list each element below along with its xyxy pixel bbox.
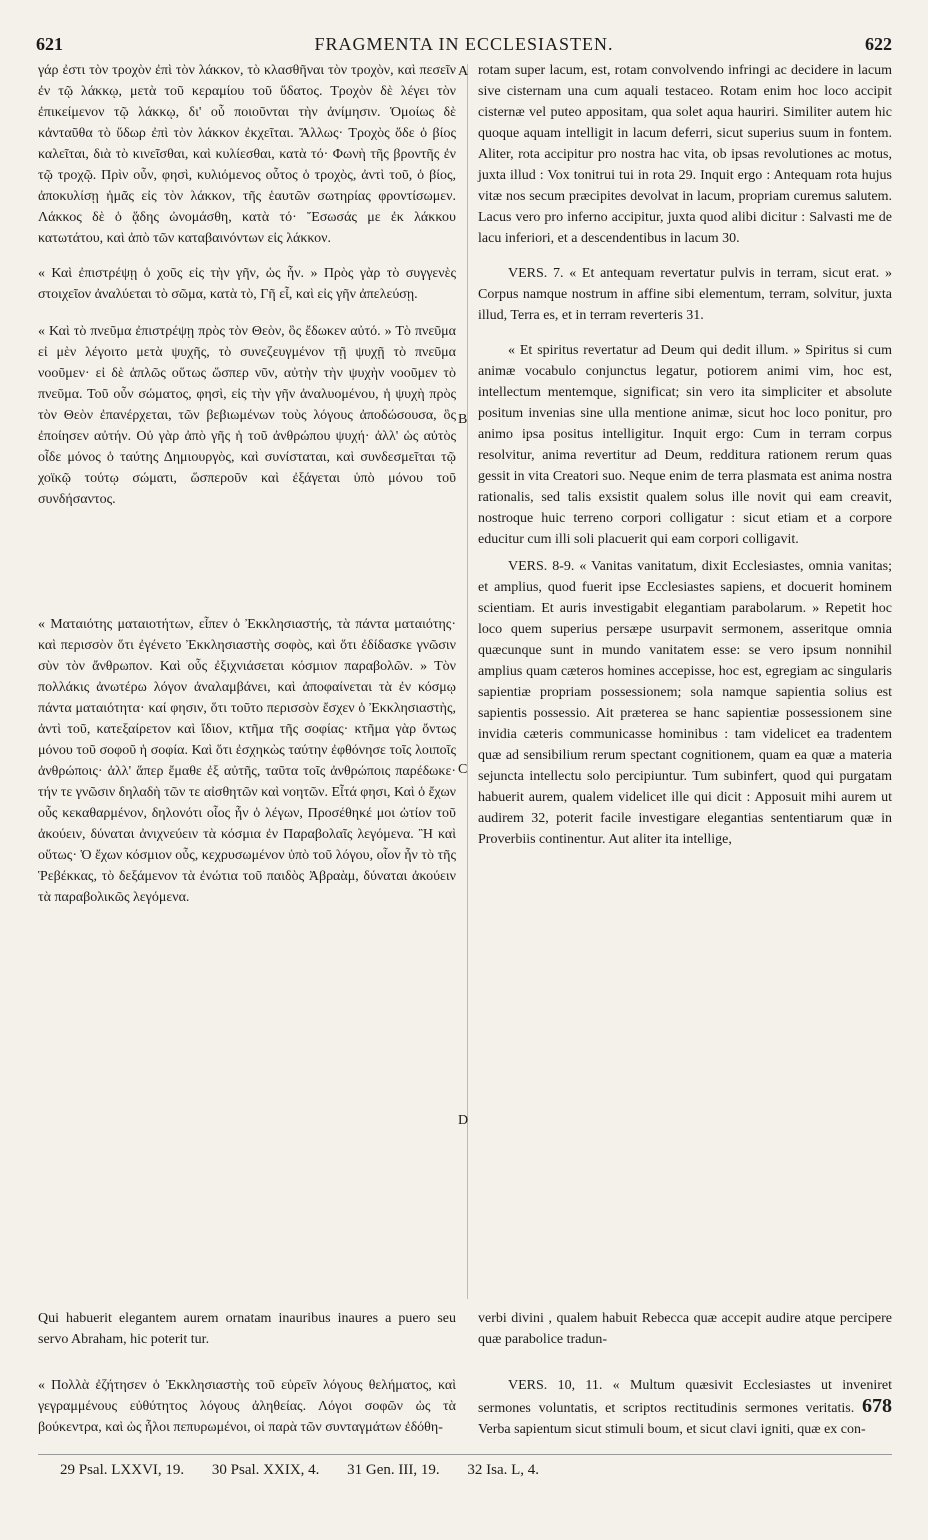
latin-bridge-left: Qui habuerit elegantem aurem ornatam inauribus inaures a puero seu servo Abraham, hic poterit tur.: [38, 1311, 456, 1347]
latin-final-paragraph: [478, 1375, 892, 1440]
footnote-30: 30 Psal. XXIX, 4.: [211, 1462, 320, 1478]
latin-paragraph-1: rotam super lacum, est, rotam convolvendo infringi ac decidere in lacum sive cisternam una cum aquali testaceo. Rotam enim hoc loco accipit cisternæ vel puteo appositam, qua solet aqua hauriri. Similiter autem hic quoque aquam intelligit in lacum deferri, sicut superius suum in fontem. Aliter, rota accipitur pro nostra hac vita, ob ipsas revolutiones ac motus, juxta illud : Vox tonitrui tui in rota 29. Inquit ergo : Antequam rota hujus vitæ nos secum præcipites devolvat in lacum, propriam curemus salutem. Lacus vero pro inferno accipitur, juxta quod alibi dicitur : Salvasti me de lacu inferiori, et a descendentibus in lacum 30.: [478, 63, 892, 246]
latin-bridge-right: verbi divini , qualem habuit Rebecca quæ accepit audire atque percipere quæ parabolice tradun-: [478, 1311, 892, 1347]
greek-paragraph-1: γάρ ἐστι τὸν τροχὸν ἐπὶ τὸν λάκκον, τὸ κλασθῆναι τὸν τροχὸν, καὶ πεσεῖν ἐν τῷ λάκκῳ, μετὰ τοῦ κεραμίου τοῦ ὕδατος. Τροχὸν δὲ λέγει τὸν ἐπικείμενον τῷ λάκκῳ, δι' οὗ ποιοῦνται τὴν ἀνίμησιν. Ὁμοίως δὲ κἀνταῦθα τὸ ὕδωρ ἐπὶ τὸν λάκκον ἐκχεῖται. Ἄλλως· Τροχὸς ὅδε ὁ βίος καλεῖται, διὰ τὸ κινεῖσθαι, καὶ κυλίεσθαι, κατὰ τό· Φωνὴ τῆς βροντῆς ἐν τῷ τροχῷ. Πρὶν οὖν, φησὶ, κυλιόμενος οὗτος ὁ τροχὸς, ἀντὶ τοῦ, ὁ βίος, ἀποκυλίσῃ ἡμᾶς εἰς τὸν λάκκον, τῆς ἑαυτῶν σωτηρίας φροντίσωμεν. Λάκκος δὲ ὁ ᾅδης ὠνομάσθη, κατὰ τό· Ἔσωσάς με ἐκ λάκκου κατωτάτου, καὶ ἀπὸ τῶν καταβαινόντων εἰς λάκκον.: [38, 63, 456, 246]
latin-paragraph-4: VERS. 8-9. « Vanitas vanitatum, dixit Ecclesiastes, omnia vanitas; et amplius, quod fuerit ipse Ecclesiastes sapiens, et docuerit hominem scientiam. Et auris investigabit elegantiam parabolarum. » Repetit hoc loco quem superius persæpe usurpavit sermonem, asseritque omnia quæcunque sunt in mundo vanitatem esse: se vero ipsum nonnihil amplius quam cæteros homines accepisse, hoc est, egregiam ac singularis sapientiæ propriam possessionem; sola namque sapientia solius est sapientis possessio. Ait præterea se hanc sapientiæ possessionem sine invidia cæteris communicasse hominibus : tam videlicet ea tradentem quæ ad sensibilium rerum spectant cognitionem, quam ea quæ a materia sejuncta intellectu solo percipiuntur. Tum subinfert, quod qui purgatam habuerit aurem, qualem videlicet ille qui dicit : Apposuit mihi aurem ut audirem 32, poterit facile investigare elegantias sententiarum quæ in Proverbiis continentur. Aut aliter ita intellige,: [478, 559, 892, 847]
page-number-left: 621: [36, 34, 63, 54]
latin-paragraph-2: VERS. 7. « Et antequam revertatur pulvis in terram, sicut erat. » Corpus namque nostrum in affine sibi elementum, terram, solvitur, juxta illud, Terra es, et in terram reverteris 31.: [478, 266, 892, 323]
page-number-right: 622: [865, 34, 892, 54]
latin-spanning-left: [38, 1308, 456, 1350]
greek-paragraph-2: « Καὶ ἐπιστρέψῃ ὁ χοῦς εἰς τὴν γῆν, ὡς ἦν. » Πρὸς γὰρ τὸ συγγενὲς στοιχεῖον ἀναλύεται τὸ σῶμα, κατὰ τὸ, Γῆ εἶ, καὶ εἰς γῆν ἀπελεύσῃ.: [38, 266, 456, 302]
latin-column: [478, 60, 892, 850]
greek-paragraph-6: « Πολλὰ ἐζήτησεν ὁ Ἐκκλησιαστὴς τοῦ εὑρεῖν λόγους θελήματος, καὶ γεγραμμένους εὐθύτητος λόγους ἀληθείας. Λόγοι σοφῶν ὡς τὰ βούκεντρα, καὶ ὡς ἧλοι πεπυρωμένοι, οἱ παρὰ τῶν συνταγμάτων ἐδόθη-: [38, 1378, 456, 1435]
marker-a: A: [458, 64, 469, 79]
column-number: 678: [862, 1395, 893, 1417]
running-title: FRAGMENTA IN ECCLESIASTEN.: [314, 34, 614, 54]
page-header: [36, 34, 892, 56]
footnote-31: 31 Gen. III, 19.: [347, 1462, 440, 1478]
greek-final-paragraph: [38, 1375, 456, 1438]
marker-c: C: [458, 762, 468, 777]
greek-paragraph-3: « Καὶ τὸ πνεῦμα ἐπιστρέψῃ πρὸς τὸν Θεὸν, ὃς ἔδωκεν αὐτό. » Τὸ πνεῦμα εἰ μὲν λέγοιτο μετὰ ψυχῆς, τὸ συνεζευγμένον τῇ ψυχῇ τὸ πνεῦμα νοοῦμεν· εἰ δὲ ἁπλῶς οὕτως ὥσπερ νῦν, αὐτὴν τὴν ψυχὴν νοοῦμεν τὸ πνεῦμα. Τοῦ οὖν σώματος, φησὶ, εἰς τὴν γῆν ἀναλυομένου, ἡ ψυχὴ πρὸς τὸν Θεὸν ἐπανέρχεται, τῶν βεβιωμένων τοὺς λόγους ἀποδώσουσα, ὃς ἐποίησεν αὐτήν. Οὐ γὰρ ἀπὸ γῆς ἡ τοῦ ἀνθρώπου ψυχή· ἀλλ' ὡς αὐτὸς οἶδε μόνος ὁ ταύτης Δημιουργὸς, καὶ συνίσταται, καὶ συνδεσμεῖται τῷ χοϊκῷ τούτῳ σώματι, ὥσπεροῦν καὶ ἐξάγεται ὑπὸ μόνου τοῦ συνδήσαντος.: [38, 324, 456, 507]
footnotes: [60, 1462, 563, 1479]
latin-paragraph-3: « Et spiritus revertatur ad Deum qui dedit illum. » Spiritus si cum animæ vocabulo conjunctus legatur, potiorem animi vim, hoc est, intellectum mentemque, significat; sin vero ita simpliciter et absolute positum invenias sine ulla mentione animæ, sicut hoc loco ponitur, pro animo ipsa positus intelligitur. Inquit ergo: Cum in terram corpus resolvitur, anima revertitur ad Deum, redditura rationem rerum quas gessit in vita Creatori suo. Neque enim de terra plasmata est anima nostra rationalis, sed talis exsistit qualem solus ille novit qui eam creavit, nostroque huic terreno corpori colligatur : sicut etiam et a corpore educitur cum illi soli placuerit qui eam corpori colligavit.: [478, 343, 892, 547]
latin-paragraph-6b: Verba sapientum sicut stimuli boum, et sicut clavi igniti, quæ ex con-: [478, 1422, 866, 1437]
latin-paragraph-6a: VERS. 10, 11. « Multum quæsivit Ecclesiastes ut inveniret sermones voluntatis, et scriptos rectitudinis sermones veritatis.: [478, 1378, 892, 1416]
marker-b: B: [458, 412, 468, 427]
footnote-rule: [38, 1454, 892, 1455]
footnote-29: 29 Psal. LXXVI, 19.: [60, 1462, 185, 1478]
latin-paragraph-6: [478, 1375, 892, 1440]
greek-paragraph-4: « Ματαιότης ματαιοτήτων, εἶπεν ὁ Ἐκκλησιαστής, τὰ πάντα ματαιότης· καὶ περισσὸν ὅτι ἐγένετο Ἐκκλησιαστὴς σοφὸς, καὶ ὅτι ἐδίδασκε γνῶσιν σὺν τὸν ἄνθρωπον. Καὶ οὖς ἐξιχνιάσεται κόσμιον παραβολῶν. » Τὸν πολλάκις ἀνωτέρω λόγον ἀναλαμβάνει, καὶ ἀποφαίνεται τὰ ἐν κόσμῳ πάντα ματαιότητα· καί φησιν, ὅτι τοῦτο περισσὸν ἔσχεν ὁ Ἐκκλησιαστὴς, ἀντὶ τοῦ, κατεξαίρετον καὶ ἴδιον, κτῆμα τῆς σοφίας· κτῆμα γὰρ ὄντως μόνου τοῦ σοφοῦ ἡ σοφία. Καὶ ὅτι ἐσχηκὼς ταύτην ἐφθόνησε τοῖς λοιποῖς ἀνθρώποις· ἀλλ' ἅπερ ἔμαθε ἐξ αὐτῆς, ταῦτα τοῖς ἀνθρώποις παρέδωκε· τήν τε γνῶσιν δηλαδὴ τῶν τε αἰσθητῶν καὶ νοητῶν. Εἶτά φησι, Καὶ ὁ ἔχων οὖς κεκαθαρμένον, δηλονότι οἷος ἦν ὁ λέγων, Προσέθηκέ μοι ὠτίον τοῦ ἀκούειν, δύναται ἀνιχνεύειν τὰ κόσμια ἐν Παραβολαῖς λεγόμενα. Ἢ καὶ οὕτως· Ὁ ἔχων κόσμιον οὖς, κεχρυσωμένον ὑπὸ τοῦ λόγου, οἷον ἦν τὸ τῆς Ῥεβέκκας, τὸ δεξάμενον τὰ ἐνώτια τοῦ παιδὸς Ἀβραὰμ, δύναται ἀκούειν τὰ παραβολικῶς λεγόμενα.: [38, 617, 457, 905]
footnote-32: 32 Isa. L, 4.: [467, 1462, 540, 1478]
marker-d: D: [458, 1113, 469, 1128]
greek-column: [38, 60, 456, 908]
latin-spanning-right: [478, 1308, 892, 1350]
